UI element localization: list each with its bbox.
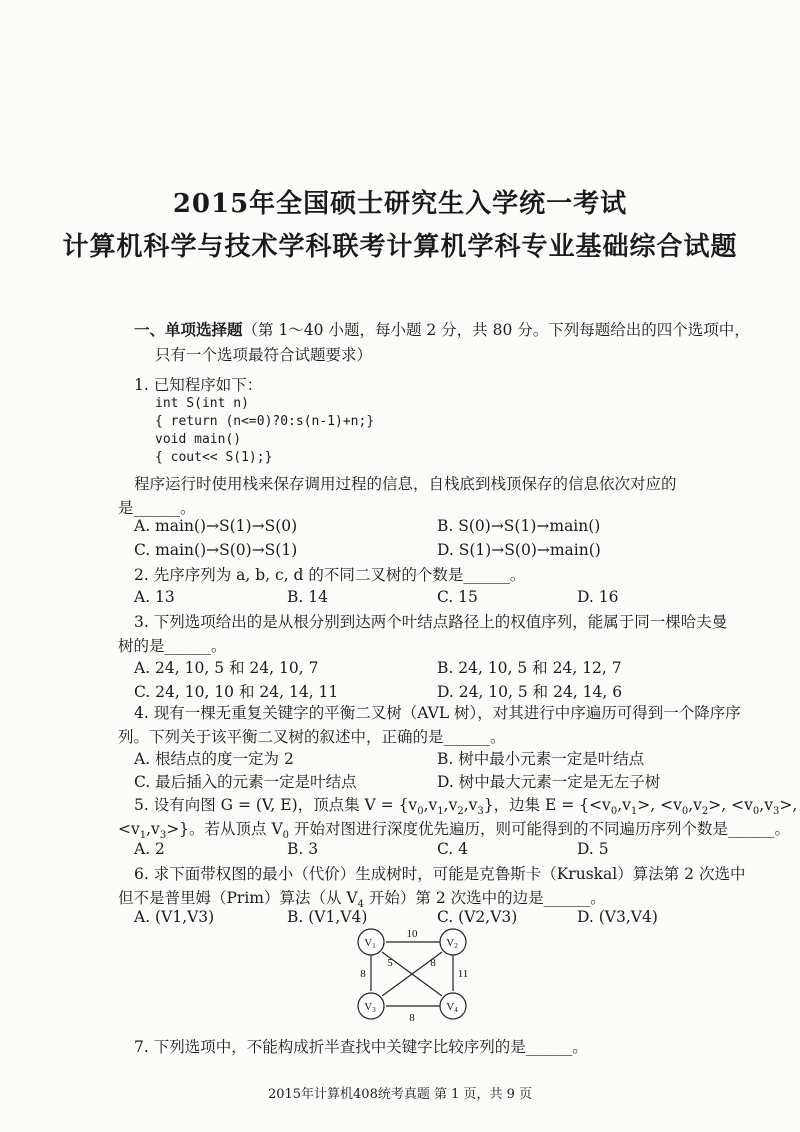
q3-option-a: A. 24, 10, 5 和 24, 10, 7 (134, 659, 319, 677)
section-instruction-1: （第 1～40 小题，每小题 2 分，共 80 分。下列每题给出的四个选项中， (242, 321, 750, 339)
q2-option-d: D. 16 (577, 588, 619, 606)
q1-code-line-2: { return (n<=0)?0:s(n-1)+n;} (155, 414, 375, 429)
q1-code-line-3: void main() (155, 432, 242, 447)
q3-option-d: D. 24, 10, 5 和 24, 14, 6 (437, 683, 623, 701)
exam-subtitle: 计算机科学与技术学科联考计算机学科专业基础综合试题 (62, 232, 738, 262)
q5-option-b: B. 3 (287, 840, 319, 858)
q5-option-c: C. 4 (437, 840, 469, 858)
q5-stem-2: $<v_1,v_3>$}。若从顶点 $V_0$ 开始对图进行深度优先遍历，则可能得到的不同遍历序列个数是______。 (118, 820, 790, 842)
q6-option-b: B. (V1,V4) (287, 908, 368, 926)
weight-v2-v4: 11 (457, 968, 469, 980)
node-label-v2: V2 (446, 937, 458, 950)
q1-stem: 1. 已知程序如下： (134, 376, 263, 394)
node-label-v4: V4 (446, 1001, 458, 1014)
q6-stem-1: 6. 求下面带权图的最小（代价）生成树时，可能是克鲁斯卡（Kruskal）算法第 2 次选中 (134, 865, 746, 883)
node-label-v3: V3 (364, 1001, 376, 1014)
q1-text-1: 程序运行时使用栈来保存调用过程的信息，自栈底到栈顶保存的信息依次对应的 (134, 475, 677, 493)
section-instruction-line1 (134, 318, 750, 340)
weight-v1-v2: 10 (406, 928, 418, 940)
q3-option-c: C. 24, 10, 10 和 24, 14, 11 (134, 683, 339, 701)
q2-option-b: B. 14 (287, 588, 328, 606)
q1-option-a: A. main()→S(1)→S(0) (134, 517, 298, 535)
q1-option-d: D. S(1)→S(0)→main() (437, 541, 601, 559)
q5-stem-1: 5. 设有向图 G = (V, E)，顶点集 $V = \{v_0,v_1,v_2,v_3\}$，边集 $E = \{<v_0,v_1>$, $<v_0,v_2>$, $<v_0,v_3>$, (134, 796, 798, 818)
weight-v1-v3: 8 (360, 968, 366, 980)
q1-text-2: 是______。 (118, 499, 196, 517)
q1-option-b: B. S(0)→S(1)→main() (437, 517, 601, 535)
q4-stem-1: 4. 现有一棵无重复关键字的平衡二叉树（AVL 树），对其进行中序遍历可得到一个降序序 (134, 704, 741, 722)
exam-title: 2015年全国硕士研究生入学统一考试 (172, 189, 628, 219)
q5-option-d: D. 5 (577, 840, 609, 858)
q3-option-b: B. 24, 10, 5 和 24, 12, 7 (437, 659, 622, 677)
q7-stem: 7. 下列选项中，不能构成折半查找中关键字比较序列的是______。 (134, 1038, 588, 1056)
q2-option-c: C. 15 (437, 588, 478, 606)
q3-stem-2: 树的是______。 (118, 637, 227, 655)
weight-v3-v4: 8 (409, 1012, 415, 1024)
q2-option-a: A. 13 (134, 588, 175, 606)
page-footer: 2015年计算机408统考真题 第 1 页，共 9 页 (267, 1087, 533, 1102)
q4-option-a: A. 根结点的度一定为 2 (134, 750, 294, 768)
q6-option-c: C. (V2,V3) (437, 908, 518, 926)
q5-option-a: A. 2 (134, 840, 165, 858)
q1-option-c: C. main()→S(0)→S(1) (134, 541, 298, 559)
q6-option-d: D. (V3,V4) (577, 908, 658, 926)
weight-v1-v4: 5 (387, 957, 393, 969)
q2-stem: 2. 先序序列为 a, b, c, d 的不同二叉树的个数是______。 (134, 566, 526, 584)
q4-stem-2: 列。下列关于该平衡二叉树的叙述中，正确的是______。 (118, 728, 506, 746)
q6-stem-2: 但不是普里姆（Prim）算法（从 $V_4$ 开始）第 2 次选中的边是______。 (118, 889, 606, 911)
q1-code-line-4: { cout<< S(1);} (155, 450, 273, 465)
section-instruction-line2: 只有一个选项最符合试题要求） (155, 346, 373, 364)
weighted-graph (350, 926, 480, 1026)
weight-v2-v3: 8 (430, 957, 436, 969)
q4-option-d: D. 树中最大元素一定是无左子树 (437, 773, 661, 791)
q4-option-b: B. 树中最小元素一定是叶结点 (437, 750, 645, 768)
q4-option-c: C. 最后插入的元素一定是叶结点 (134, 773, 357, 791)
section-heading: 一、单项选择题 (134, 320, 243, 339)
node-label-v1: V1 (364, 937, 376, 950)
q3-stem-1: 3. 下列选项给出的是从根分别到达两个叶结点路径上的权值序列，能属于同一棵哈夫曼 (134, 613, 728, 631)
q1-code-line-1: int S(int n) (155, 396, 249, 411)
q6-option-a: A. (V1,V3) (134, 908, 215, 926)
